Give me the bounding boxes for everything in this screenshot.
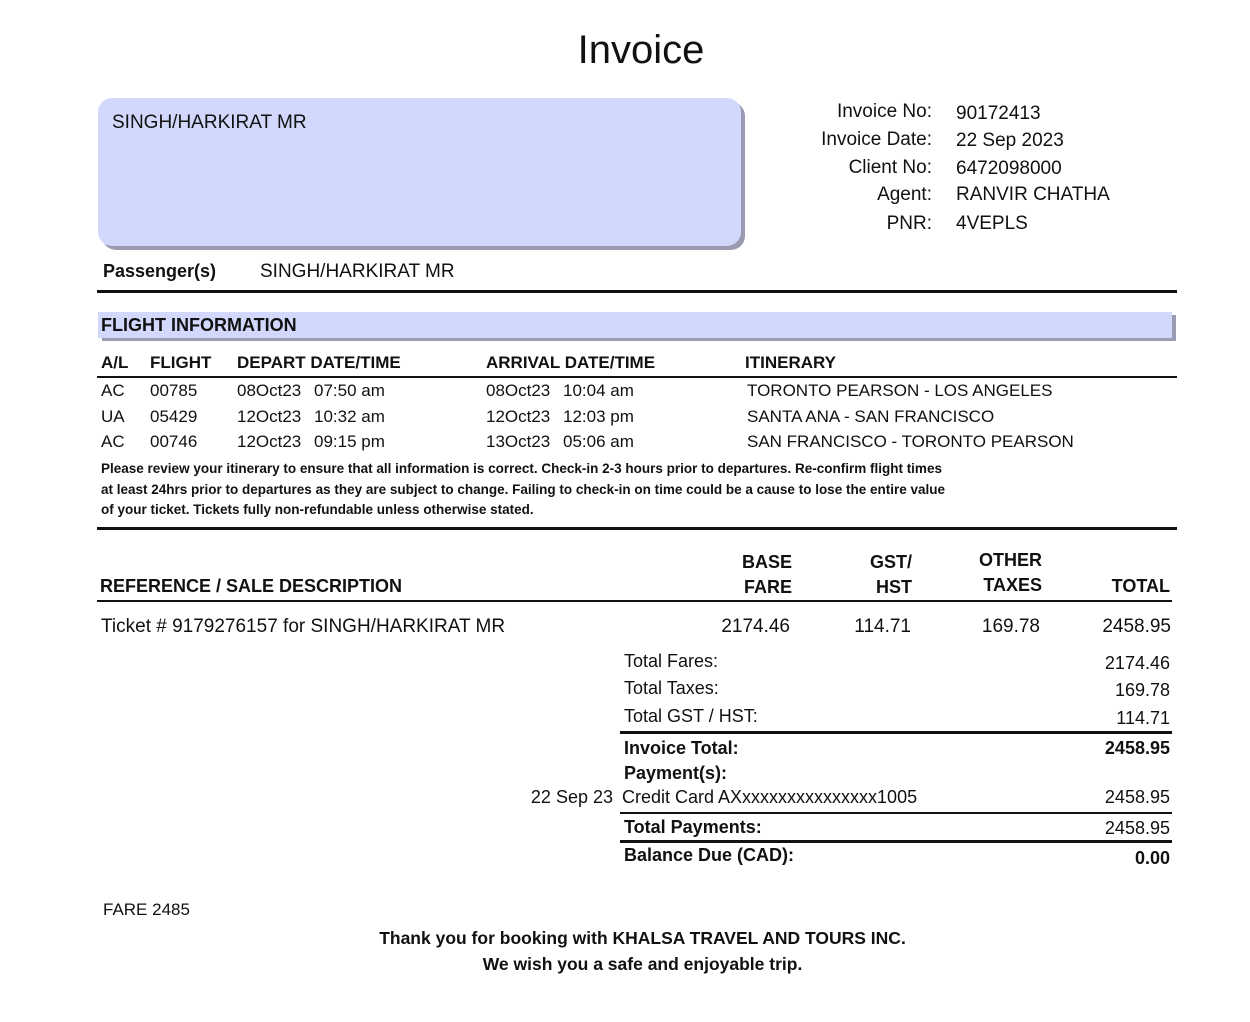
invoice-date-label: Invoice Date: bbox=[821, 129, 932, 150]
total-gst-label: Total GST / HST: bbox=[624, 706, 758, 726]
flight-row-airline: AC bbox=[101, 432, 125, 451]
invoice-title: Invoice bbox=[577, 28, 705, 72]
line-item-gst-hst: 114.71 bbox=[854, 616, 911, 637]
agent-label: Agent: bbox=[877, 184, 932, 205]
flight-row-depart-date: 12Oct23 bbox=[237, 407, 302, 426]
agent-value: RANVIR CHATHA bbox=[956, 184, 1110, 205]
divider bbox=[620, 731, 1172, 734]
flight-row-depart-date: 08Oct23 bbox=[237, 381, 302, 400]
flight-row-depart-date: 12Oct23 bbox=[237, 432, 302, 451]
flight-row-itinerary: SAN FRANCISCO - TORONTO PEARSON bbox=[747, 432, 1074, 451]
client-no-value: 6472098000 bbox=[956, 158, 1062, 179]
invoice-total-label: Invoice Total: bbox=[624, 738, 739, 758]
flight-row-arrive-time: 05:06 am bbox=[563, 432, 634, 451]
flight-section-title: FLIGHT INFORMATION bbox=[101, 315, 297, 335]
client-name: SINGH/HARKIRAT MR bbox=[112, 112, 307, 133]
client-no-label: Client No: bbox=[848, 157, 932, 178]
col-header-other-taxes-line: OTHER bbox=[979, 550, 1042, 570]
flight-row-arrive-time: 12:03 pm bbox=[563, 407, 634, 426]
total-gst-value: 114.71 bbox=[1116, 708, 1170, 728]
divider bbox=[97, 376, 1177, 378]
divider bbox=[97, 600, 1172, 602]
col-header-other-taxes bbox=[960, 548, 1042, 598]
invoice-no-value: 90172413 bbox=[956, 103, 1041, 124]
payment-amount: 2458.95 bbox=[1104, 787, 1170, 807]
notice-line: of your ticket. Tickets fully non-refundable unless otherwise stated. bbox=[101, 502, 534, 517]
fare-code: FARE 2485 bbox=[103, 900, 190, 919]
divider bbox=[620, 840, 1172, 843]
total-fares-label: Total Fares: bbox=[624, 651, 719, 671]
balance-due-label: Balance Due (CAD): bbox=[624, 845, 795, 865]
flight-row-depart-time: 10:32 am bbox=[314, 407, 385, 426]
col-header-base-fare-line: BASE bbox=[741, 552, 792, 572]
line-item-other-taxes: 169.78 bbox=[981, 616, 1040, 637]
col-header-gst-line: GST/ bbox=[869, 552, 912, 572]
flight-row-depart-time: 09:15 pm bbox=[314, 432, 385, 451]
flight-row-number: 00785 bbox=[150, 381, 198, 400]
pnr-value: 4VEPLS bbox=[956, 213, 1028, 234]
col-header-base-fare bbox=[700, 550, 792, 600]
payments-label: Payment(s): bbox=[624, 763, 728, 783]
col-header-flight: FLIGHT bbox=[150, 353, 212, 372]
total-fares-value: 2174.46 bbox=[1104, 653, 1170, 673]
invoice-date-value: 22 Sep 2023 bbox=[956, 130, 1064, 151]
col-header-depart: DEPART DATE/TIME bbox=[237, 353, 401, 372]
flight-row-itinerary: TORONTO PEARSON - LOS ANGELES bbox=[747, 381, 1053, 400]
flight-row-arrive-time: 10:04 am bbox=[563, 381, 634, 400]
divider bbox=[97, 290, 1177, 293]
flight-row-airline: UA bbox=[101, 407, 125, 426]
flight-row-number: 05429 bbox=[150, 407, 198, 426]
flight-row-arrive-date: 13Oct23 bbox=[486, 432, 551, 451]
flight-row-itinerary: SANTA ANA - SAN FRANCISCO bbox=[747, 407, 995, 426]
notice-line: at least 24hrs prior to departures as they are subject to change. Failing to check-in on time could be a cause to lose the entire value bbox=[101, 481, 945, 497]
total-taxes-label: Total Taxes: bbox=[624, 678, 719, 698]
balance-due-value: 0.00 bbox=[1134, 848, 1170, 868]
divider bbox=[97, 527, 1177, 530]
payment-date: 22 Sep 23 bbox=[530, 787, 613, 807]
total-payments-value: 2458.95 bbox=[1104, 818, 1170, 838]
itinerary-notice bbox=[101, 459, 1061, 521]
flight-row-airline: AC bbox=[101, 381, 125, 400]
col-header-gst-line: HST bbox=[876, 577, 912, 597]
flight-row-depart-time: 07:50 am bbox=[314, 381, 385, 400]
flight-row-number: 00746 bbox=[150, 432, 198, 451]
line-item-description: Ticket # 9179276157 for SINGH/HARKIRAT MR bbox=[101, 616, 506, 637]
col-header-al: A/L bbox=[101, 353, 129, 372]
col-header-gst bbox=[840, 550, 912, 600]
line-item-base-fare: 2174.46 bbox=[721, 616, 790, 637]
flight-row-arrive-date: 12Oct23 bbox=[486, 407, 551, 426]
total-payments-label: Total Payments: bbox=[624, 817, 762, 837]
flight-row-arrive-date: 08Oct23 bbox=[486, 381, 551, 400]
pnr-label: PNR: bbox=[886, 213, 932, 234]
payment-description: Credit Card AXxxxxxxxxxxxxxxx1005 bbox=[622, 787, 918, 807]
passenger-name: SINGH/HARKIRAT MR bbox=[260, 261, 455, 282]
notice-line: Please review your itinerary to ensure that all information is correct. Check-in 2-3 hours prior to departures. Re-confirm flight times bbox=[101, 461, 942, 476]
invoice-no-label: Invoice No: bbox=[836, 101, 932, 122]
invoice-total-value: 2458.95 bbox=[1104, 738, 1170, 758]
col-header-description: REFERENCE / SALE DESCRIPTION bbox=[100, 576, 403, 596]
line-item-total: 2458.95 bbox=[1102, 616, 1171, 637]
col-header-total: TOTAL bbox=[1111, 576, 1170, 596]
col-header-itinerary: ITINERARY bbox=[745, 353, 836, 372]
col-header-other-taxes-line: TAXES bbox=[983, 575, 1042, 595]
col-header-base-fare-line: FARE bbox=[743, 577, 792, 597]
passenger-label: Passenger(s) bbox=[103, 261, 217, 281]
divider bbox=[620, 812, 1172, 814]
total-taxes-value: 169.78 bbox=[1114, 680, 1170, 700]
col-header-arrival: ARRIVAL DATE/TIME bbox=[486, 353, 656, 372]
thank-you-line: Thank you for booking with KHALSA TRAVEL AND TOURS INC. bbox=[379, 928, 906, 948]
safe-trip-line: We wish you a safe and enjoyable trip. bbox=[482, 954, 803, 974]
